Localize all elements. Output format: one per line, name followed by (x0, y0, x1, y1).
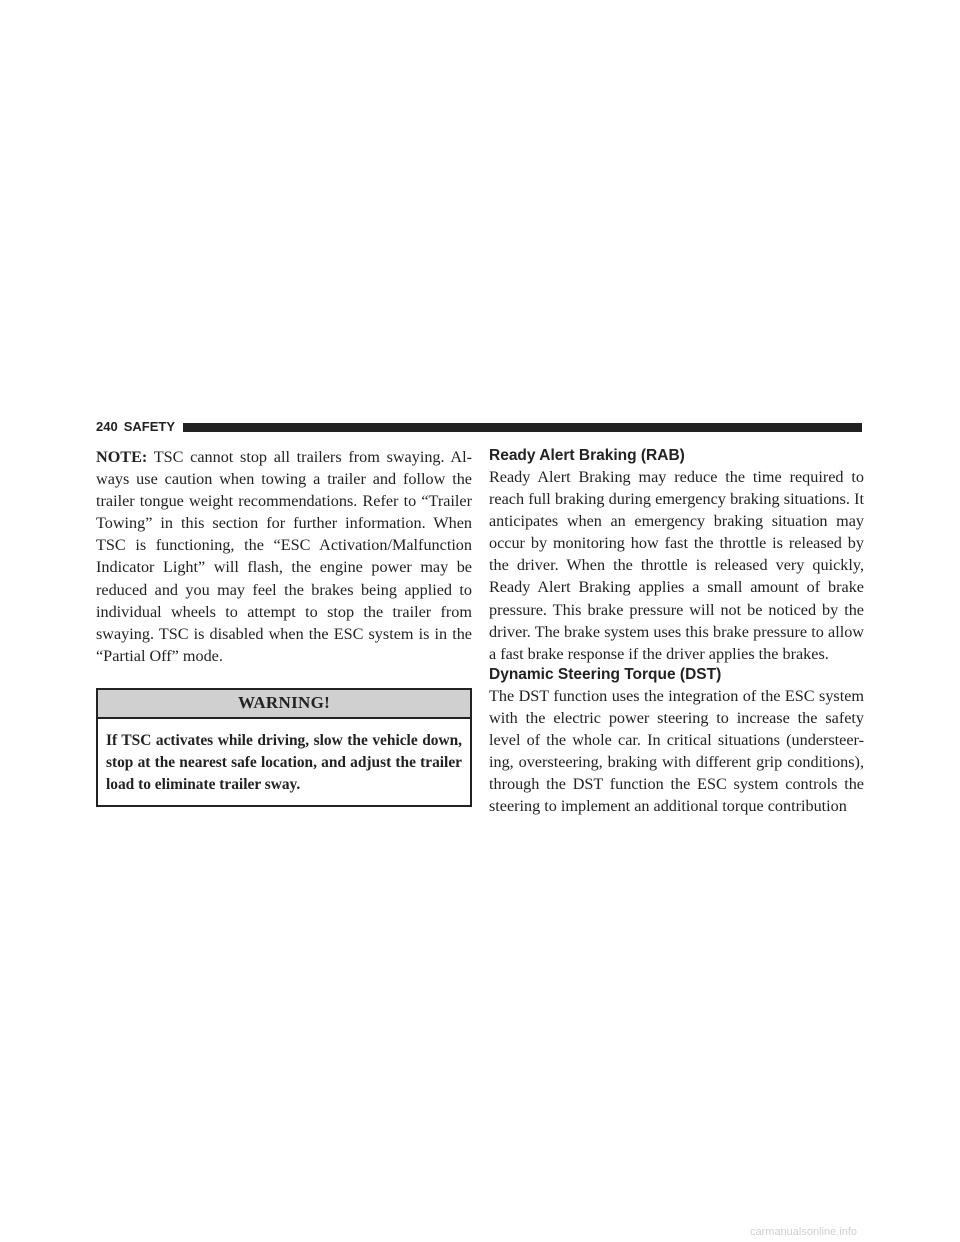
rab-heading: Ready Alert Braking (RAB) (489, 447, 685, 464)
left-column (96, 446, 472, 807)
rab-paragraph: Ready Alert Braking may reduce the time required to reach full braking during emergency braking situations. It anticipates when an emergency braking situation may occur by monitoring how fast the throttle is released by the driver. When the throttle is released very quickly, Ready Alert Braking applies a small amount of brake pressure. This brake pressure will not be noticed by the driver. The brake system uses this brake pressure to allow a fast brake response if the driver applies the brakes. (489, 468, 864, 663)
note-label: NOTE: (96, 448, 148, 466)
dst-heading: Dynamic Steering Torque (DST) (489, 665, 722, 683)
page-number: 240 (96, 419, 118, 434)
header-rule (183, 423, 862, 432)
right-column (489, 446, 864, 817)
section-title: SAFETY (123, 419, 175, 434)
dst-paragraph: The DST function uses the integration of the ESC system with the electric power steering to increase the safety level of the whole car. In critical situations (understeer- ing, oversteering, braking with different grip conditions), through the DST function the ESC system controls the steering to implement an additional torque contribution (489, 686, 864, 816)
warning-box (96, 688, 472, 807)
note-text: TSC cannot stop all trailers from swaying. Al- ways use caution when towing a trailer and follow the trailer tongue weight recommendations. Refer to “Trailer Towing” in this section for further information. When TSC is functioning, the “ESC Activation/Malfunction Indicator Light” will flash, the engine power may be reduced and you may feel the brakes being applied to individual wheels to attempt to stop the trailer from swaying. TSC is disabled when the ESC system is in the “Partial Off” mode. (96, 448, 472, 665)
warning-title: WARNING! (98, 690, 470, 719)
warning-text: If TSC activates while driving, slow the vehicle down, stop at the nearest safe location, and adjust the trailer load to eliminate trailer sway. (106, 731, 462, 794)
page-header (96, 418, 862, 436)
watermark: carmanualsonline.info (750, 1226, 858, 1238)
note-paragraph (96, 446, 472, 667)
